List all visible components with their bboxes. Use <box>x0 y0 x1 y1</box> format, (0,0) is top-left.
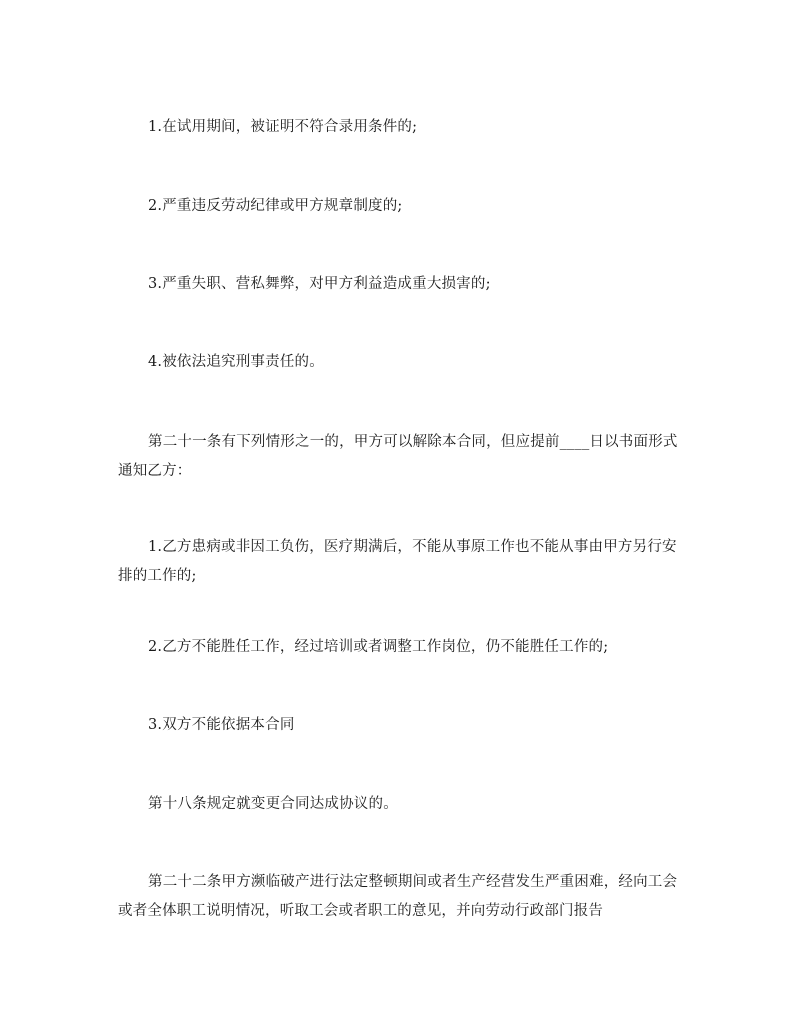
paragraph-7: 2.乙方不能胜任工作，经过培训或者调整工作岗位，仍不能胜任工作的; <box>148 639 609 655</box>
paragraph-4: 4.被依法追究刑事责任的。 <box>148 354 324 370</box>
paragraph-2: 2.严重违反劳动纪律或甲方规章制度的; <box>148 198 403 214</box>
paragraph-1: 1.在试用期间，被证明不符合录用条件的; <box>148 119 418 135</box>
paragraph-3: 3.严重失职、营私舞弊，对甲方利益造成重大损害的; <box>148 276 491 292</box>
paragraph-10: 第二十二条甲方濒临破产进行法定整顿期间或者生产经营发生严重困难，经向工会或者全体职工说明情况，听取工会或者职工的意见，并向劳动行政部门报告 <box>118 874 678 919</box>
paragraph-9: 第十八条规定就变更合同达成协议的。 <box>148 796 398 812</box>
paragraph-8: 3.双方不能依据本合同 <box>148 717 295 733</box>
paragraph-6: 1.乙方患病或非因工负伤，医疗期满后，不能从事原工作也不能从事由甲方另行安排的工作的; <box>118 539 677 584</box>
paragraph-5: 第二十一条有下列情形之一的，甲方可以解除本合同，但应提前____日以书面形式通知乙方： <box>118 434 678 479</box>
